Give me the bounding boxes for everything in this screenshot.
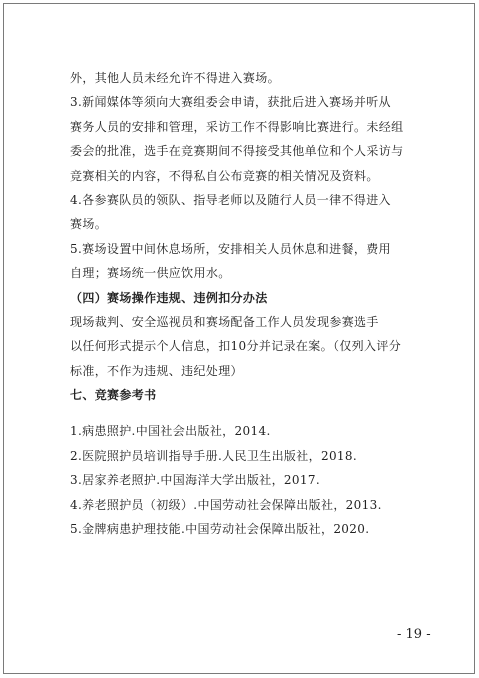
page-content <box>70 66 422 541</box>
document-page <box>3 3 475 674</box>
reference-item: 3.居家养老照护.中国海洋大学出版社，2017. <box>70 473 321 488</box>
page-number: - 19 - <box>397 627 431 642</box>
text-line: 3.新闻媒体等须向大赛组委会申请，获批后进入赛场并听从 <box>70 95 391 110</box>
spacer <box>70 407 422 419</box>
text-line: 外，其他人员未经允许不得进入赛场。 <box>70 71 280 85</box>
reference-item: 5.金牌病患护理技能.中国劳动社会保障出版社，2020. <box>70 522 370 537</box>
text-line: 赛务人员的安排和管理，采访工作不得影响比赛进行。未经组 <box>70 119 404 134</box>
text-line: 赛场。 <box>70 217 108 232</box>
reference-item: 2.医院照护员培训指导手册.人民卫生出版社，2018. <box>70 448 358 463</box>
section-heading: 七、竞赛参考书 <box>70 388 157 403</box>
text-line: 自理；赛场统一供应饮用水。 <box>70 266 231 281</box>
text-line: 现场裁判、安全巡视员和赛场配备工作人员发现参赛选手 <box>70 314 379 329</box>
reference-item: 1.病患照护.中国社会出版社，2014. <box>70 424 271 439</box>
text-line: 以任何形式提示个人信息，扣10分并记录在案。（仅列入评分 <box>70 339 402 354</box>
text-line: 委会的批准，选手在竞赛期间不得接受其他单位和个人采访与 <box>70 144 404 159</box>
reference-item: 4.养老照护员（初级）.中国劳动社会保障出版社，2013. <box>70 497 382 512</box>
section-heading: （四）赛场操作违规、违例扣分办法 <box>70 290 268 305</box>
text-line: 标准，不作为违规、违纪处理） <box>70 363 243 378</box>
text-line: 5.赛场设置中间休息场所，安排相关人员休息和进餐，费用 <box>70 241 391 256</box>
text-line: 4.各参赛队员的领队、指导老师以及随行人员一律不得进入 <box>70 192 391 207</box>
text-line: 竞赛相关的内容，不得私自公布竞赛的相关情况及资料。 <box>70 168 379 183</box>
